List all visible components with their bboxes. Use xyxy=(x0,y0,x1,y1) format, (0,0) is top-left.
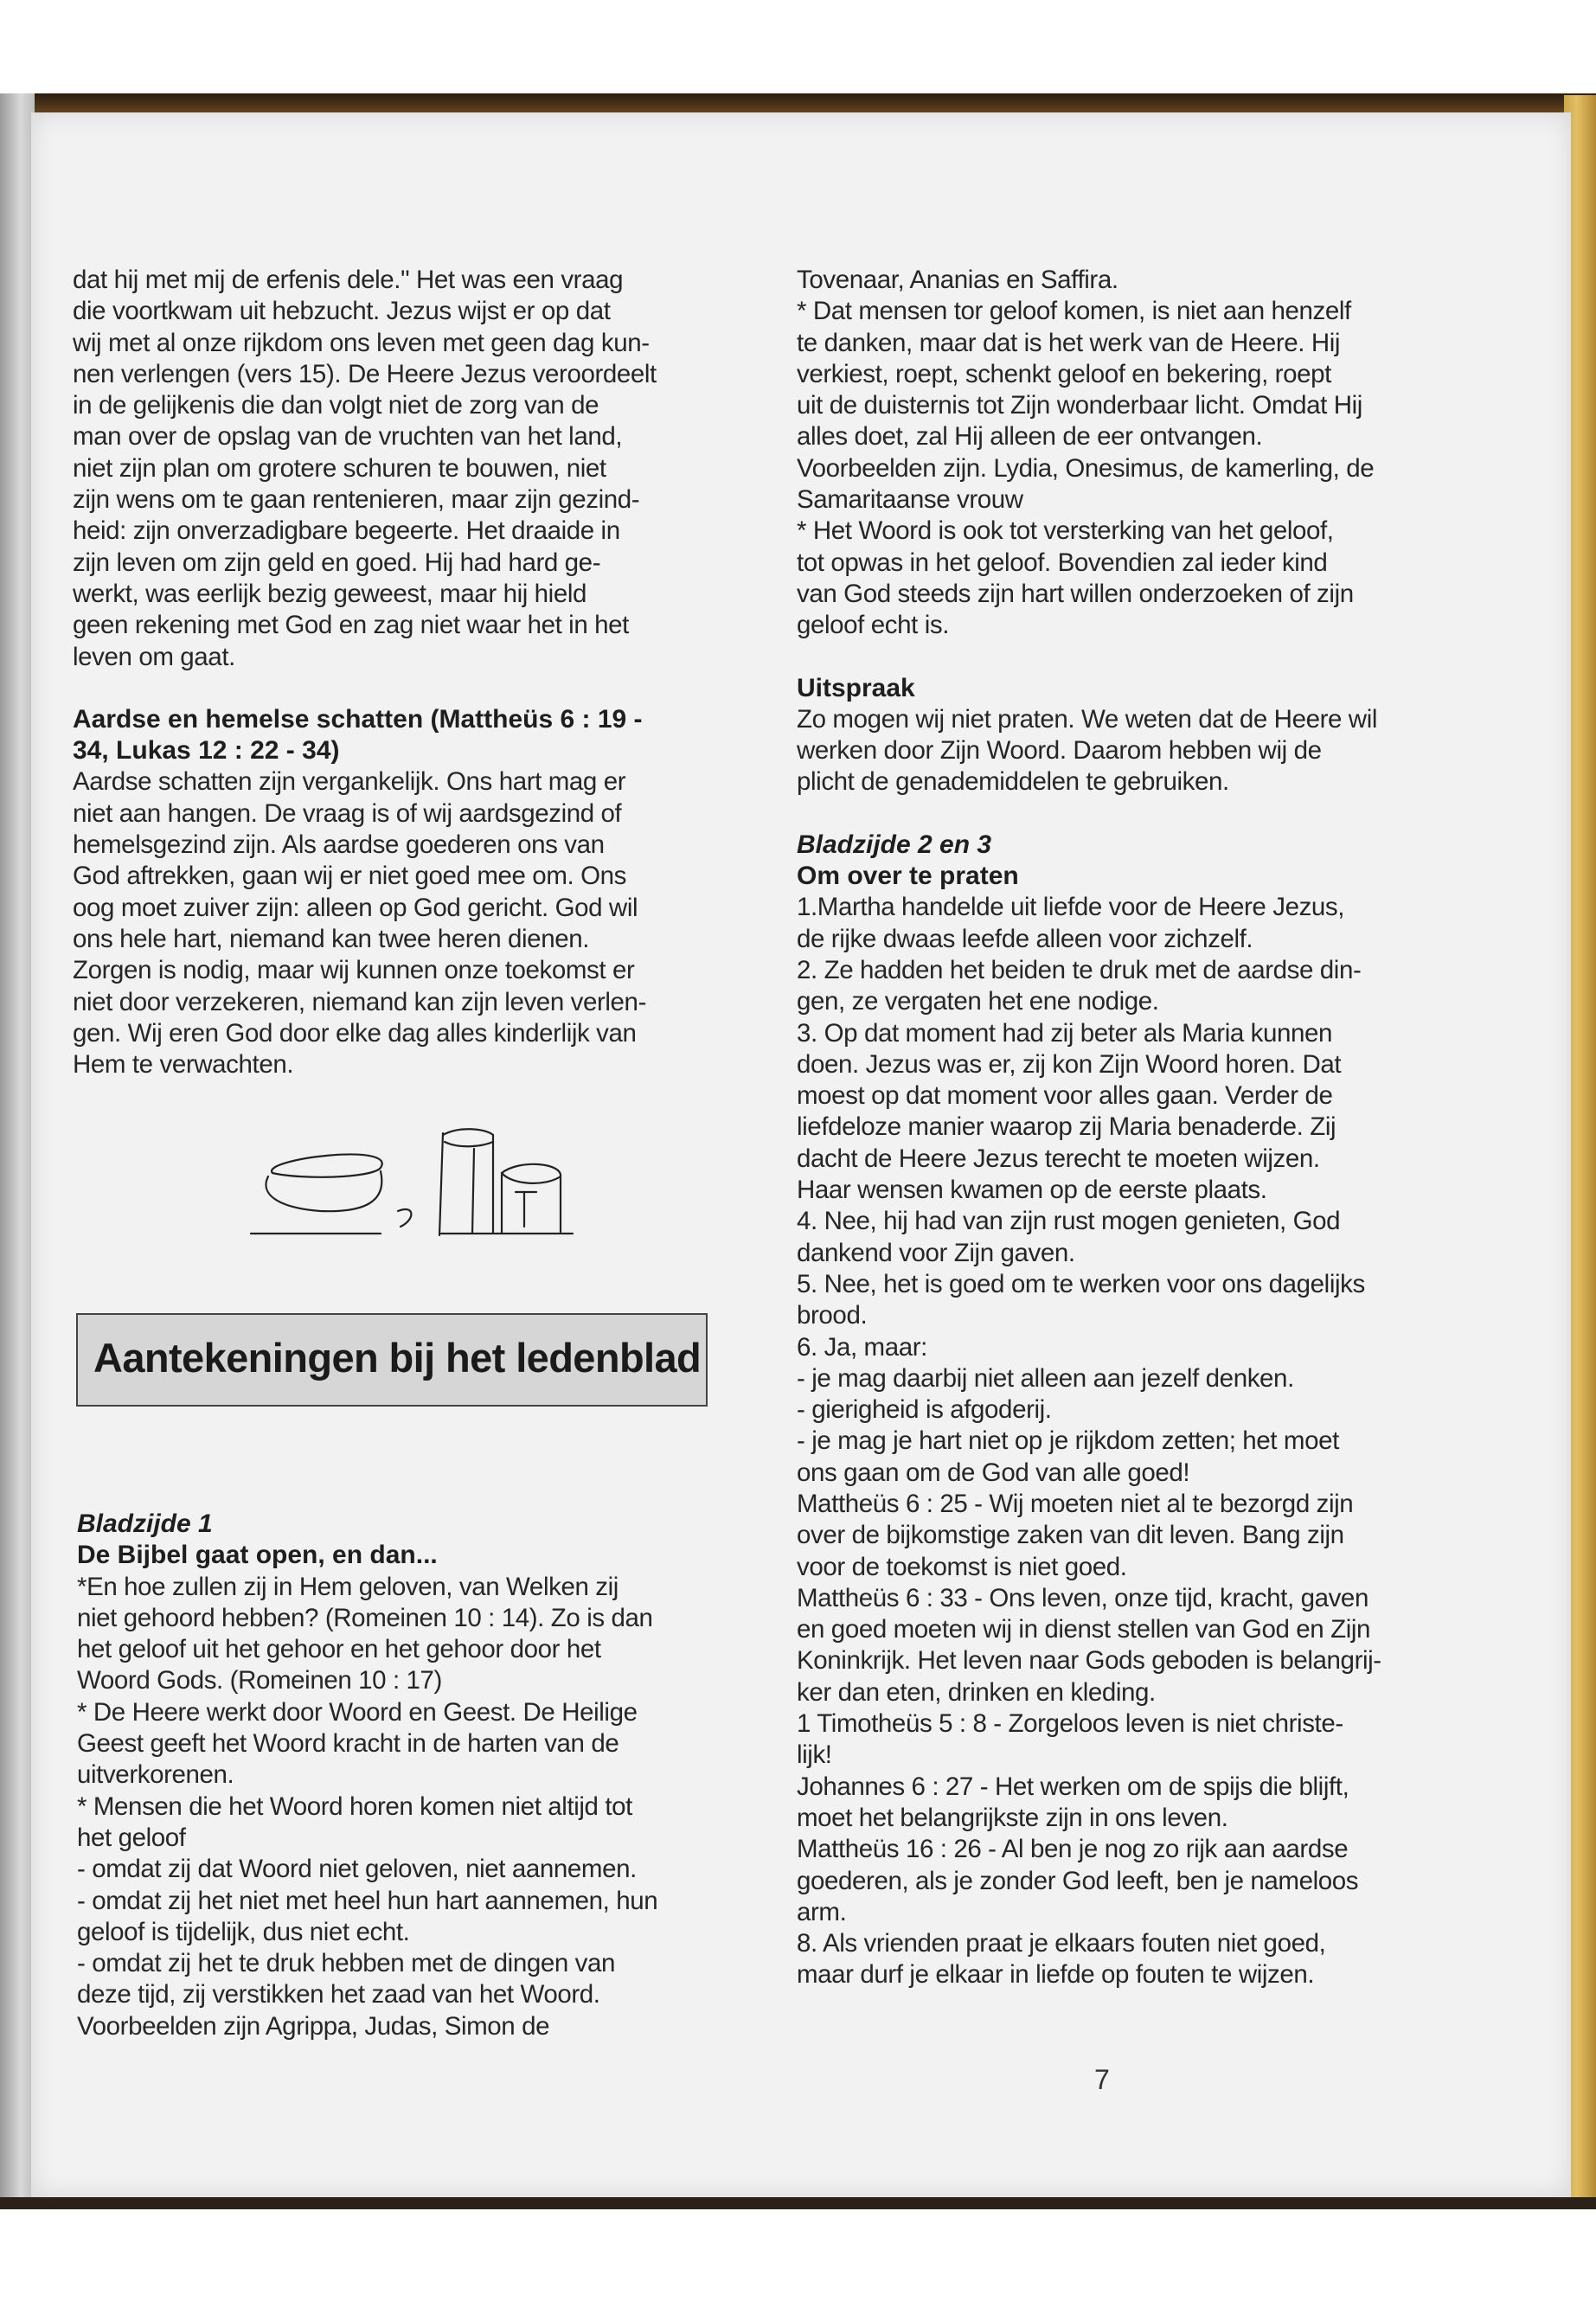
right-column xyxy=(797,265,1454,1991)
spacer xyxy=(73,673,713,704)
intro-paragraph: dat hij met mij de erfenis dele." Het was een vraag die voortkwam uit hebzucht. Jezus wijst er op dat wij met al onze rijkdom ons leven met geen dag kun- nen verlengen (vers 15). De Heere Jezus veroordeelt in de gelijkenis die dan volgt niet de zorg van de man over de opslag van de vruchten van het land, niet zijn plan om grotere schuren te bouwen, niet zijn wens om te gaan rentenieren, maar zijn gezind- heid: zijn onverzadigbare begeerte. Het draaide in zijn leven om zijn geld en goed. Hij had hard ge- werkt, was eerlijk bezig geweest, maar hij hield geen rekening met God en zag niet waar het in het leven om gaat. xyxy=(73,266,657,671)
page1-heading: Bladzijde 1 xyxy=(77,1509,213,1538)
page1-subheading: De Bijbel gaat open, en dan... xyxy=(77,1541,438,1570)
left-column-lower xyxy=(77,1509,717,2042)
page23-subheading: Om over te praten xyxy=(797,862,1019,891)
section-banner xyxy=(76,1313,708,1407)
section-heading: Aardse en hemelse schatten (Mattheüs 6 : 19 - 34, Lukas 12 : 22 - 34) xyxy=(73,704,643,766)
binder-bottom-edge xyxy=(0,2197,1596,2209)
binder-left-edge xyxy=(0,93,35,2208)
continuation-paragraph: Tovenaar, Ananias en Saffira. * Dat mensen tor geloof komen, is niet aan henzelf te danken, maar dat is het werk van de Heere. Hij verkiest, roept, schenkt geloof en bekering, roept uit de duisternis tot Zijn wonderbaar licht. Omdat Hij alles doet, zal Hij alleen de eer ontvangen. Voorbeelden zijn. Lydia, Onesimus, de kamerling, de Samaritaanse vrouw * Het Woord is ook tot versterking van het geloof, tot opwas in het geloof. Bovendien zal ieder kind van God steeds zijn hart willen onderzoeken of zijn geloof echt is. xyxy=(797,266,1375,640)
section-body: Aardse schatten zijn vergankelijk. Ons hart mag er niet aan hangen. De vraag is of wij aardsgezind of hemelsgezind zijn. Als aardse goederen ons van God aftrekken, gaan wij er niet goed mee om. Ons oog moet zuiver zijn: alleen op God gericht. God wil ons hele hart, niemand kan twee heren dienen. Zorgen is nodig, maar wij kunnen onze toekomst er niet door verzekeren, niemand kan zijn leven verlen- gen. Wij eren God door elke dag alles kinderlijk van Hem te verwachten. xyxy=(73,767,646,1080)
cylinders-drawing xyxy=(242,1125,580,1246)
page23-body: 1.Martha handelde uit liefde voor de Heere Jezus, de rijke dwaas leefde alleen voor zichzelf. 2. Ze hadden het beiden te druk met de aardse din- gen, ze vergaten het ene nodige. 3. Op dat moment had zij beter als Maria kunnen doen. Jezus was er, zij kon Zijn Woord horen. Dat moest op dat moment voor alles gaan. Verder de liefdeloze manier waarop zij Maria benaderde. Zij dacht de Heere Jezus terecht te moeten wijzen. Haar wensen kwamen op de eerste plaats. 4. Nee, hij had van zijn rust mogen genieten, God dankend voor Zijn gaven. 5. Nee, het is goed om te werken voor ons dagelijks brood. 6. Ja, maar: - je mag daarbij niet alleen aan jezelf denken. - gierigheid is afgoderij. - je mag je hart niet op je rijkdom zetten; het moet ons gaan om de God van alle goed! Mattheüs 6 : 25 - Wij moeten niet al te bezorgd zijn over de bijkomstige zaken van dit leven. Bang zijn voor de toekomst is niet goed. Mattheüs 6 : 33 - Ons leven, onze tijd, kracht, gaven en goed moeten wij in dienst stellen van God en Zijn Koninkrijk. Het leven naar Gods geboden is belangrij- ker dan eten, drinken en kleding. 1 Timotheüs 5 : 8 - Zorgeloos leven is niet christe- lijk! Johannes 6 : 27 - Het werken om de spijs die blijft, moet het belangrijkste zijn in ons leven. Mattheüs 16 : 26 - Al ben je nog zo rijk aan aardse goederen, als je zonder God leeft, ben je nameloos arm. 8. Als vrienden praat je elkaars fouten niet goed, maar durf je elkaar in liefde op fouten te wijzen. xyxy=(797,893,1381,1990)
uitspraak-body: Zo mogen wij niet praten. We weten dat de Heere wil werken door Zijn Woord. Daarom hebben wij de plicht de genademiddelen te gebruiken. xyxy=(797,704,1378,797)
spacer xyxy=(797,798,1454,830)
page1-body: *En hoe zullen zij in Hem geloven, van Welken zij niet gehoord hebben? (Romeinen 10 : 14). Zo is dan het geloof uit het gehoor en het gehoor door het Woord Gods. (Romeinen 10 : 17) * De Heere werkt door Woord en Geest. De Heilige Geest geeft het Woord kracht in de harten van de uitverkorenen. * Mensen die het Woord horen komen niet altijd tot het geloof - omdat zij dat Woord niet geloven, niet aannemen. - omdat zij het niet met heel hun hart aannemen, hun geloof is tijdelijk, dus niet echt. - omdat zij het te druk hebben met de dingen van deze tijd, zij verstikken het zaad van het Woord. Voorbeelden zijn Agrippa, Judas, Simon de xyxy=(77,1572,658,2041)
uitspraak-heading: Uitspraak xyxy=(797,673,915,702)
left-column xyxy=(73,265,713,1080)
spacer xyxy=(797,642,1454,673)
banner-title: Aantekeningen bij het ledenblad xyxy=(93,1335,702,1381)
page-number: 7 xyxy=(1094,2064,1110,2095)
page23-heading: Bladzijde 2 en 3 xyxy=(797,830,992,859)
